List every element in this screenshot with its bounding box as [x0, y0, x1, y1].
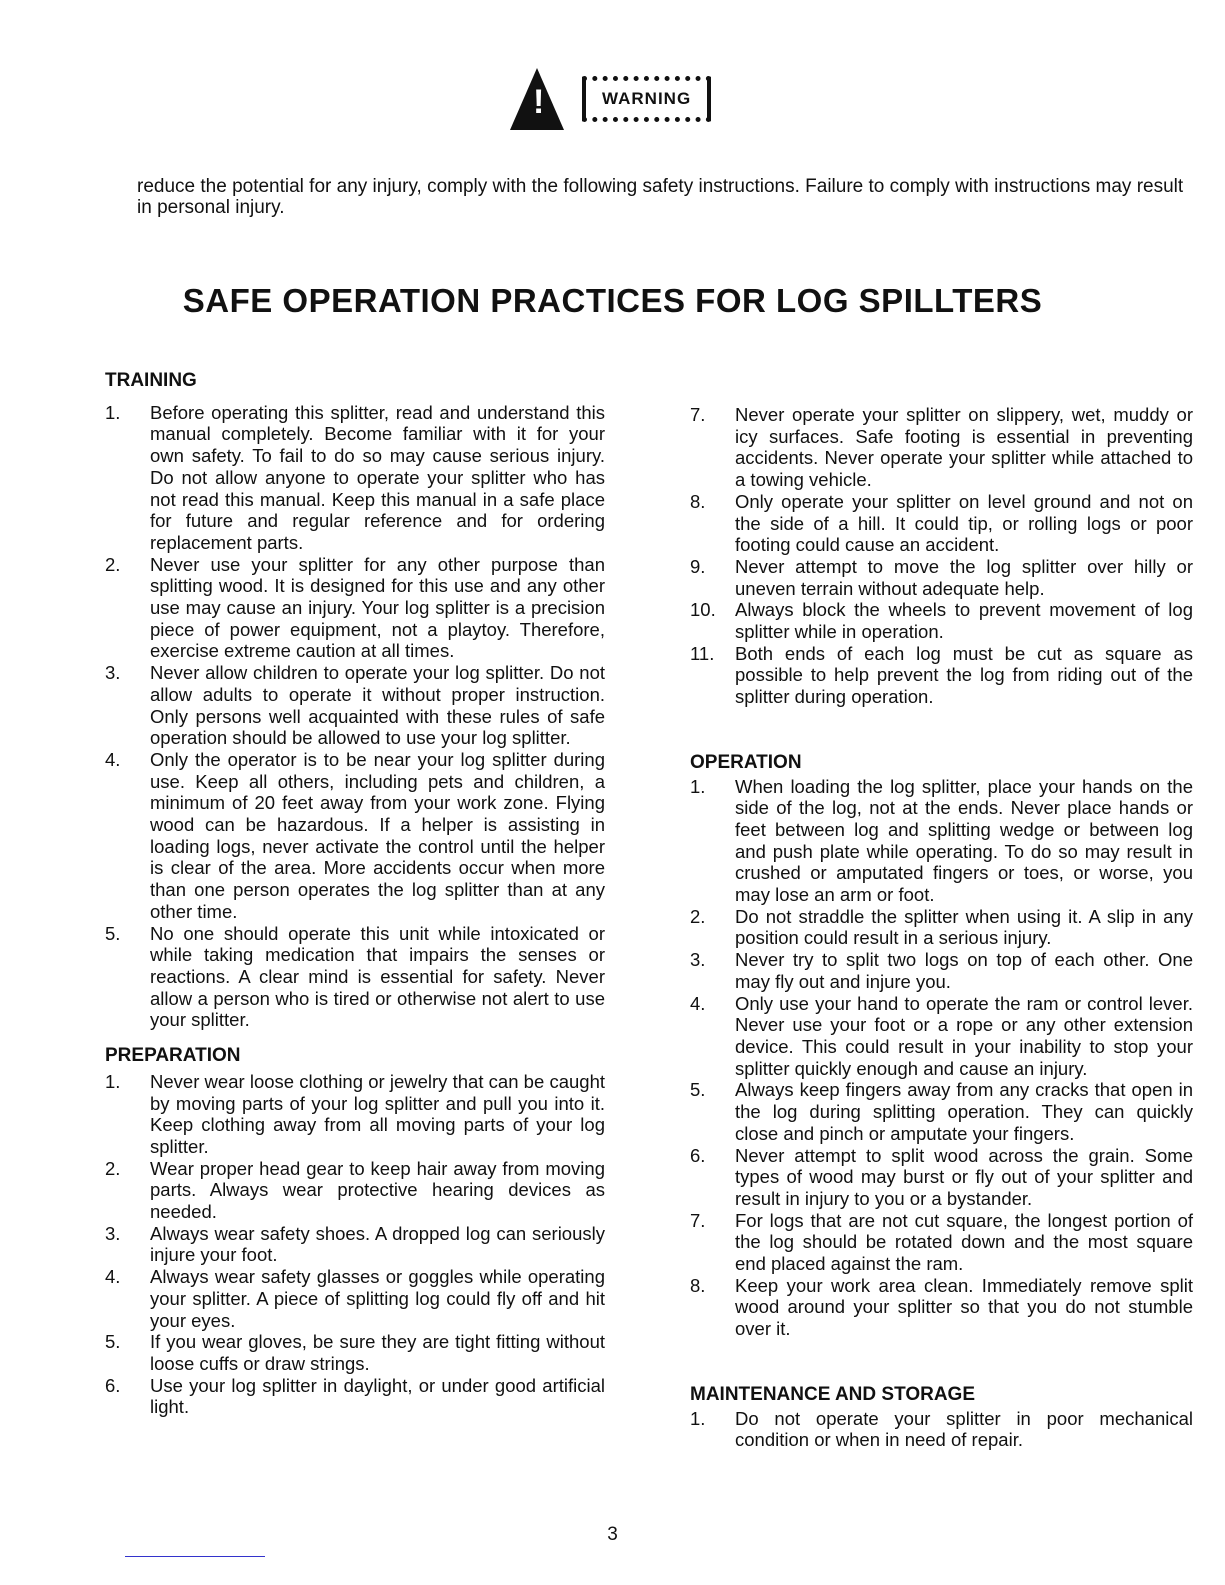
- item-number: 7.: [690, 404, 706, 425]
- training-heading: TRAINING: [105, 370, 197, 391]
- list-item: [690, 1275, 1193, 1340]
- list-item: [105, 1331, 605, 1374]
- maintenance-heading: MAINTENANCE AND STORAGE: [690, 1383, 976, 1405]
- preparation-section: [105, 1045, 605, 1418]
- footer-rule: [125, 1556, 265, 1557]
- list-item: [105, 554, 605, 663]
- list-item: [105, 923, 605, 1032]
- numbered-list: [690, 776, 1193, 1340]
- list-item: [690, 404, 1193, 491]
- list-item: [690, 1210, 1193, 1275]
- maintenance-section: [690, 1384, 1193, 1451]
- training-continued-section: [690, 404, 1193, 708]
- item-number: 1.: [690, 775, 706, 797]
- list-item: [105, 1071, 605, 1158]
- item-text: Always wear safety glasses or goggles while operating your splitter. A piece of splitting log could fly off and hit your eyes.: [150, 1266, 605, 1331]
- item-number: 3.: [690, 949, 706, 971]
- item-text: Do not operate your splitter in poor mechanical condition or when in need of repair.: [735, 1407, 1193, 1451]
- item-text: For logs that are not cut square, the longest portion of the log should be rotated down and the most square end placed against the ram.: [735, 1209, 1193, 1275]
- item-text: Only the operator is to be near your log splitter during use. Keep all others, including pets and children, a minimum of 20 feet away from your work zone. Flying wood can be hazardous. If a helper is assisting in loading logs, never activate the control until the helper is clear of the area. More accidents occur when more than one person operates the log splitter than at any other time.: [150, 748, 605, 922]
- item-text: Never operate your splitter on slippery, wet, muddy or icy surfaces. Safe footing is essential in preventing accidents. Never operate your splitter while attached to a towing vehicle.: [735, 404, 1193, 491]
- item-number: 4.: [105, 1266, 121, 1288]
- item-text: Never attempt to move the log splitter over hilly or uneven terrain without adequate help.: [735, 555, 1193, 599]
- page-title: SAFE OPERATION PRACTICES FOR LOG SPILLTERS: [182, 282, 1043, 319]
- item-text: Never allow children to operate your log splitter. Do not allow adults to operate it without proper instruction. Only persons well acquainted with these rules of safe operation should be allowed to use your log splitter.: [150, 662, 605, 749]
- item-text: Keep your work area clean. Immediately remove split wood around your splitter so that you do not stumble over it.: [735, 1274, 1193, 1340]
- training-section: [105, 370, 605, 1031]
- item-number: 5.: [105, 922, 121, 944]
- operation-section: [690, 752, 1193, 1340]
- item-number: 8.: [690, 490, 706, 512]
- right-column: [690, 404, 1193, 1465]
- list-item: [105, 1223, 605, 1266]
- item-text: Always wear safety shoes. A dropped log can seriously injure your foot.: [150, 1222, 605, 1266]
- list-item: [105, 1158, 605, 1223]
- item-text: No one should operate this unit while intoxicated or while taking medication that impairs the senses or reactions. A clear mind is essential for safety. Never allow a person who is tired or otherwise not alert to use your splitter.: [150, 922, 605, 1031]
- item-text: Always block the wheels to prevent movement of log splitter while in operation.: [735, 599, 1193, 643]
- item-text: Never try to split two logs on top of each other. One may fly out and injure you.: [735, 949, 1193, 992]
- preparation-heading: PREPARATION: [105, 1045, 241, 1067]
- item-number: 1.: [690, 1407, 706, 1429]
- item-number: 3.: [105, 1222, 121, 1244]
- list-item: [690, 949, 1193, 992]
- list-item: [105, 402, 605, 554]
- item-number: 2.: [105, 1157, 121, 1179]
- warning-header: [510, 68, 711, 130]
- item-number: 4.: [690, 992, 706, 1014]
- item-number: 7.: [690, 1209, 706, 1231]
- item-number: 10.: [690, 599, 716, 621]
- item-number: 4.: [105, 748, 121, 770]
- item-number: 2.: [690, 905, 706, 927]
- item-text: Never wear loose clothing or jewelry that can be caught by moving parts of your log splitter and pull you into it. Keep clothing away from all moving parts of your log splitter.: [150, 1070, 605, 1157]
- item-number: 9.: [690, 555, 706, 577]
- item-text: Only operate your splitter on level ground and not on the side of a hill. It could tip, or rolling logs or poor footing could cause an accident.: [735, 490, 1193, 556]
- item-number: 11.: [690, 642, 715, 664]
- item-text: Always keep fingers away from any cracks that open in the log during splitting operation. They can quickly close and pinch or amputate your fingers.: [735, 1079, 1193, 1144]
- list-item: [690, 1079, 1193, 1144]
- list-item: [690, 906, 1193, 949]
- list-item: [690, 776, 1193, 906]
- list-item: [690, 1408, 1193, 1451]
- item-text: Only use your hand to operate the ram or control lever. Never use your foot or a rope or any other extension device. This could result in your inability to stop your splitter quickly enough and cause an injury.: [735, 992, 1193, 1079]
- list-item: [690, 993, 1193, 1080]
- item-number: 1.: [105, 1070, 121, 1092]
- operation-heading: OPERATION: [690, 751, 802, 773]
- item-number: 1.: [105, 401, 121, 423]
- numbered-list: [690, 1408, 1193, 1451]
- page-number: 3: [607, 1524, 618, 1545]
- item-number: 5.: [105, 1331, 121, 1353]
- list-item: [105, 1266, 605, 1331]
- list-item: [690, 1145, 1193, 1210]
- list-item: [690, 556, 1193, 599]
- item-text: Do not straddle the splitter when using it. A slip in any position could result in a serious injury.: [735, 905, 1193, 949]
- item-number: 8.: [690, 1274, 706, 1296]
- item-text: Both ends of each log must be cut as square as possible to help prevent the log from riding out of the splitter during operation.: [735, 642, 1193, 708]
- item-number: 6.: [690, 1144, 706, 1166]
- warning-badge: WARNING: [582, 76, 711, 122]
- item-number: 3.: [105, 662, 121, 684]
- item-text: Never use your splitter for any other purpose than splitting wood. It is designed for this use and any other use may cause an injury. Your log splitter is a precision piece of power equipment, not a playtoy. Therefore, exercise extreme caution at all times.: [150, 553, 605, 662]
- item-number: 6.: [105, 1374, 121, 1396]
- item-number: 2.: [105, 553, 121, 575]
- item-text: Wear proper head gear to keep hair away from moving parts. Always wear protective hearing devices as needed.: [150, 1157, 605, 1223]
- list-item: [105, 749, 605, 923]
- list-item: [105, 1375, 605, 1418]
- numbered-list: [690, 404, 1193, 708]
- list-item: [690, 599, 1193, 642]
- item-text: Before operating this splitter, read and understand this manual completely. Become familiar with it for your own safety. To fail to do so may cause serious injury. Do not allow anyone to operate your splitter who has not read this manual. Keep this manual in a safe place for future and regular reference and for ordering replacement parts.: [150, 401, 605, 553]
- numbered-list: [105, 402, 605, 1031]
- left-column: [105, 370, 605, 1432]
- item-text: Use your log splitter in daylight, or under good artificial light.: [150, 1374, 605, 1418]
- item-number: 5.: [690, 1079, 706, 1101]
- item-text: When loading the log splitter, place your hands on the side of the log, not at the ends. Never place hands or feet between log and splitting wedge or between log and push plate while operating. To do so may result in crushed or amputated fingers or toes, or worse, you may lose an arm or foot.: [735, 775, 1193, 906]
- intro-text: reduce the potential for any injury, comply with the following safety instructions. Failure to comply with instructions may result in personal injury.: [137, 176, 1184, 218]
- numbered-list: [105, 1071, 605, 1418]
- item-text: Never attempt to split wood across the grain. Some types of wood may burst or fly out of your splitter and result in injury to you or a bystander.: [735, 1144, 1193, 1209]
- list-item: [690, 491, 1193, 556]
- list-item: [105, 662, 605, 749]
- item-text: If you wear gloves, be sure they are tight fitting without loose cuffs or draw strings.: [150, 1331, 605, 1374]
- list-item: [690, 643, 1193, 708]
- warning-triangle-icon: !: [510, 68, 564, 130]
